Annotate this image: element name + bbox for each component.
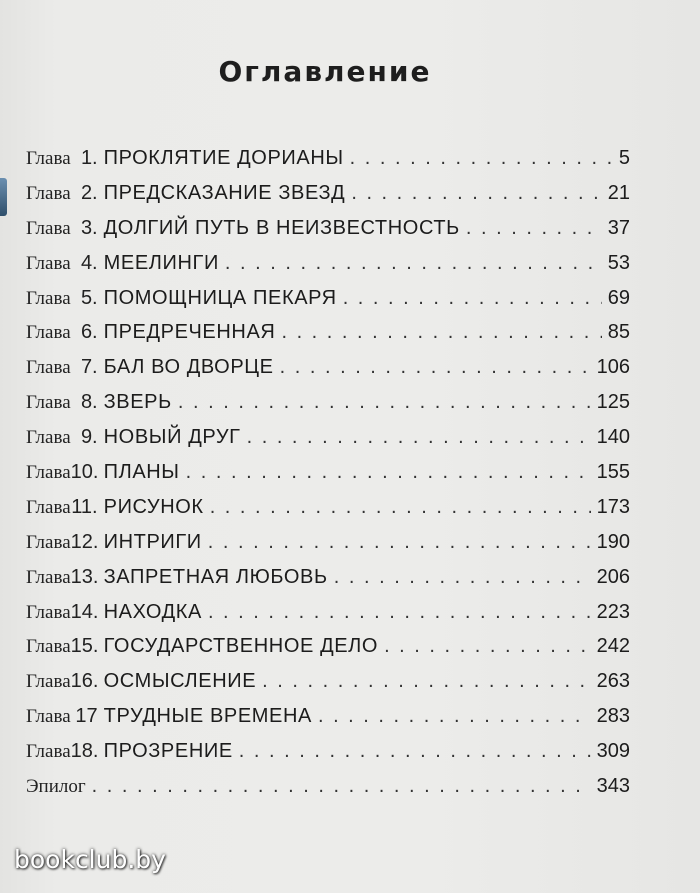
toc-entry	[26, 391, 630, 426]
chapter-label	[26, 461, 98, 484]
page-number: 69	[607, 286, 630, 309]
chapter-word: Глава	[26, 182, 71, 204]
chapter-label	[26, 426, 98, 449]
chapter-title: ТРУДНЫЕ ВРЕМЕНА	[103, 705, 312, 728]
chapter-number: 17	[75, 705, 98, 728]
chapter-title: РИСУНОК	[103, 495, 204, 518]
chapter-label	[26, 496, 98, 519]
dot-leader	[262, 670, 590, 693]
page-number: 309	[596, 740, 630, 763]
chapter-title: ПРОЗРЕНИЕ	[103, 740, 233, 763]
toc-entry	[26, 252, 630, 287]
toc-entry	[26, 601, 630, 636]
chapter-number: 14.	[70, 600, 99, 623]
chapter-word: Глава	[26, 531, 71, 553]
chapter-number: 3.	[80, 216, 98, 239]
toc-entry	[26, 566, 630, 601]
chapter-title: ЗВЕРЬ	[103, 391, 172, 414]
chapter-title: ПРЕДСКАЗАНИЕ ЗВЕЗД	[103, 181, 346, 204]
dot-leader	[280, 356, 591, 379]
chapter-label	[26, 391, 98, 414]
chapter-number: 12.	[70, 530, 99, 553]
chapter-title: ИНТРИГИ	[103, 530, 202, 553]
chapter-title: ПЛАНЫ	[103, 461, 180, 484]
toc-entry	[26, 182, 630, 217]
chapter-label	[26, 740, 98, 763]
chapter-title: ОСМЫСЛЕНИЕ	[103, 670, 257, 693]
toc-entry	[26, 635, 630, 670]
toc-entry	[26, 217, 630, 252]
dot-leader	[384, 635, 591, 658]
toc-entry	[26, 531, 630, 566]
page-number: 37	[607, 216, 630, 239]
dot-leader	[334, 566, 591, 589]
dot-leader	[178, 391, 591, 414]
chapter-number: 18.	[70, 740, 99, 763]
chapter-number: 10.	[70, 461, 99, 484]
chapter-number: 7.	[80, 356, 98, 379]
dot-leader	[225, 252, 602, 275]
toc-entry	[26, 740, 630, 775]
chapter-word: Глава	[26, 427, 71, 449]
dot-leader	[351, 182, 601, 205]
dot-leader	[343, 287, 602, 310]
chapter-number: 5.	[80, 286, 98, 309]
chapter-title: НОВЫЙ ДРУГ	[103, 426, 241, 449]
chapter-number: 6.	[80, 321, 98, 344]
toc-entry	[26, 705, 630, 740]
dot-leader	[208, 601, 591, 624]
toc-entry	[26, 287, 630, 322]
chapter-word: Глава	[26, 671, 71, 693]
toc-entry	[26, 321, 630, 356]
chapter-label	[26, 182, 98, 205]
chapter-number: 13.	[70, 565, 99, 588]
chapter-number: 1.	[80, 147, 98, 169]
chapter-label	[26, 321, 98, 344]
toc-entry	[26, 356, 630, 391]
dot-leader	[466, 217, 602, 240]
dot-leader	[208, 531, 591, 554]
dot-leader	[186, 461, 591, 484]
toc-entry	[26, 496, 630, 531]
chapter-title: ПРОКЛЯТИЕ ДОРИАНЫ	[103, 147, 344, 169]
page-number: 223	[596, 600, 630, 623]
page-number: 343	[596, 775, 630, 798]
page-title: Оглавление	[218, 55, 432, 88]
watermark: bookclub.by	[14, 845, 166, 874]
page-number: 190	[596, 530, 630, 553]
toc-entry	[26, 461, 630, 496]
chapter-title: ЗАПРЕТНАЯ ЛЮБОВЬ	[103, 565, 328, 588]
page-number: 85	[607, 321, 630, 344]
chapter-number: 2.	[80, 181, 98, 204]
toc-entry-epilogue	[26, 775, 630, 810]
page-number: 155	[596, 461, 630, 484]
page-number: 206	[596, 565, 630, 588]
chapter-word: Глава	[26, 636, 71, 658]
page-number: 242	[596, 635, 630, 658]
chapter-word: Глава	[26, 287, 71, 309]
toc-entry	[26, 426, 630, 461]
chapter-number: 4.	[80, 251, 98, 274]
page-number: 263	[596, 670, 630, 693]
chapter-title: МЕЕЛИНГИ	[103, 251, 219, 274]
chapter-label	[26, 566, 98, 589]
chapter-word: Глава	[26, 462, 71, 484]
page-number: 106	[596, 356, 630, 379]
page-number: 283	[596, 705, 630, 728]
chapter-label	[26, 287, 98, 310]
chapter-word: Глава	[26, 252, 71, 274]
toc-entry	[26, 670, 630, 705]
toc-entry	[26, 147, 630, 182]
page-number: 53	[607, 251, 630, 274]
page-number: 5	[618, 147, 630, 169]
chapter-word: Глава	[26, 392, 71, 414]
chapter-word: Глава	[26, 322, 71, 344]
chapter-title: ПОМОЩНИЦА ПЕКАРЯ	[103, 286, 337, 309]
chapter-label	[26, 635, 98, 658]
chapter-label	[26, 252, 98, 275]
chapter-title: БАЛ ВО ДВОРЦЕ	[103, 356, 274, 379]
dot-leader	[281, 321, 601, 344]
chapter-number: 16.	[70, 670, 99, 693]
chapter-title: ГОСУДАРСТВЕННОЕ ДЕЛО	[103, 635, 379, 658]
chapter-word: Глава	[26, 148, 71, 169]
page-number: 125	[596, 391, 630, 414]
chapter-word: Глава	[26, 601, 71, 623]
page-edge-bookmark	[0, 178, 7, 216]
chapter-number: 9.	[80, 426, 98, 449]
epilogue-label: Эпилог	[26, 776, 86, 798]
chapter-title: НАХОДКА	[103, 600, 202, 623]
chapter-word: Глава	[26, 357, 71, 379]
chapter-label	[26, 705, 98, 728]
chapter-label	[26, 601, 98, 624]
chapter-label	[26, 147, 98, 170]
chapter-label	[26, 531, 98, 554]
chapter-number: 8.	[80, 391, 98, 414]
chapter-word: Глава	[26, 496, 71, 518]
chapter-word: Глава	[26, 706, 71, 728]
chapter-number: 15.	[70, 635, 99, 658]
chapter-title: ПРЕДРЕЧЕННАЯ	[103, 321, 276, 344]
chapter-label	[26, 217, 98, 240]
chapter-word: Глава	[26, 566, 71, 588]
dot-leader	[239, 740, 591, 763]
page-number: 173	[596, 495, 630, 518]
chapter-word: Глава	[26, 217, 71, 239]
page-number: 21	[607, 181, 630, 204]
dot-leader	[318, 705, 591, 728]
dot-leader	[92, 775, 591, 798]
chapter-title: ДОЛГИЙ ПУТЬ В НЕИЗВЕСТНОСТЬ	[103, 216, 460, 239]
page-number: 140	[596, 426, 630, 449]
dot-leader	[210, 496, 591, 519]
chapter-label	[26, 356, 98, 379]
chapter-label	[26, 670, 98, 693]
chapter-word: Глава	[26, 741, 71, 763]
chapter-number: 11.	[71, 495, 98, 518]
table-of-contents	[26, 147, 630, 810]
dot-leader	[247, 426, 591, 449]
dot-leader	[350, 147, 613, 170]
